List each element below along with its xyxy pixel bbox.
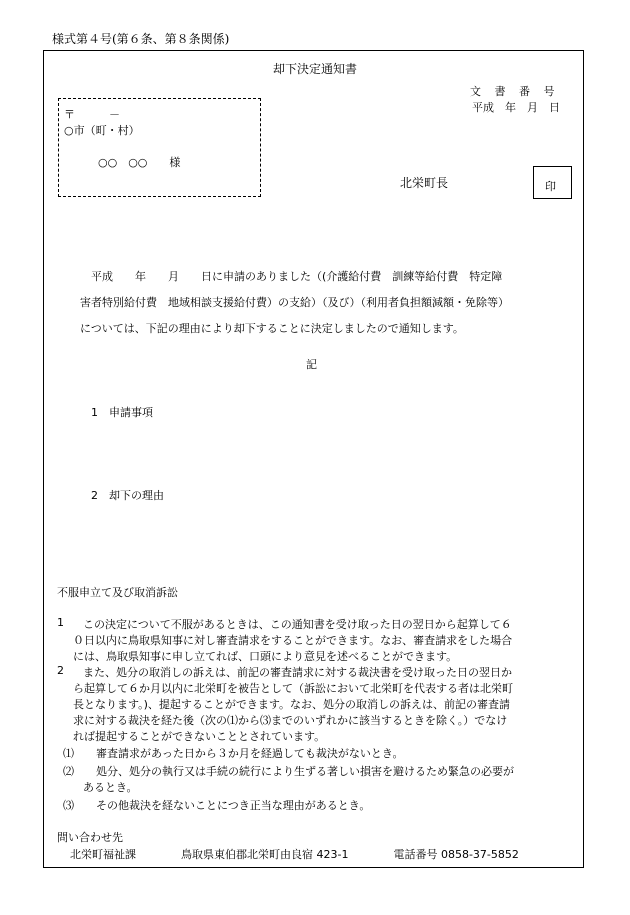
document-title: 却下決定通知書 (272, 62, 357, 76)
appeal-number: 2 (57, 664, 64, 677)
body-line: については、下記の理由により却下することに決定しましたので通知します。 (80, 322, 464, 335)
postal-dash: － (109, 108, 120, 121)
appeal-number: ⑶ (63, 799, 74, 812)
appeal-number: ⑴ (63, 747, 74, 760)
appeal-line: ０日以内に鳥取県知事に対し審査請求をすることができます。なお、審査請求をした場合 (73, 634, 513, 647)
appeal-line: また、処分の取消しの訴えは、前記の審査請求に対する裁決書を受け取った日の翌日か (83, 666, 512, 679)
body-line: 害者特別給付費 地域相談支援給付費）の支給）（及び）（利用者負担額減額・免除等） (80, 296, 509, 309)
appeal-line: には、鳥取県知事に申し立てれば、口頭により意見を述べることができます。 (73, 650, 458, 663)
form-number-label: 様式第４号(第６条、第８条関係) (52, 32, 230, 46)
document-date-label: 平成 年 月 日 (472, 101, 560, 114)
appeal-number: ⑵ (63, 765, 74, 778)
document-number-label: 文書番号 (470, 85, 568, 98)
postal-mark: 〒 (64, 108, 75, 121)
sender-name: 北栄町長 (400, 176, 449, 190)
contact-title: 問い合わせ先 (57, 831, 123, 844)
contact-info (70, 846, 519, 862)
recipient-postal-code (64, 106, 120, 122)
contact-phone: 電話番号 0858-37-5852 (393, 848, 519, 861)
appeal-number: 1 (57, 616, 64, 629)
contact-address: 鳥取県東伯郡北栄町由良宿 423-1 (181, 848, 349, 861)
seal-char: 印 (545, 180, 556, 193)
appeal-line: ら起算して６か月以内に北栄町を被告として（訴訟において北栄町を代表する者は北栄町 (73, 682, 513, 695)
appeal-line: あるとき。 (83, 781, 138, 794)
appeal-line: 処分、処分の執行又は手続の続行により生ずる著しい損害を避けるため緊急の必要が (96, 765, 514, 778)
body-line: 平成 年 月 日に申請のありました（(介護給付費 訓練等給付費 特定障 (80, 270, 503, 283)
appeal-line: 審査請求があった日から３か月を経過しても裁決がないとき。 (96, 747, 404, 760)
appeal-line: 長となります。)、提起することができます。なお、処分の取消しの訴えは、前記の審査請 (73, 698, 511, 711)
item-application: 1 申請事項 (91, 406, 153, 419)
appeal-section-title: 不服申立て及び取消訴訟 (57, 586, 178, 599)
ki-heading: 記 (306, 358, 317, 371)
contact-department: 北栄町福祉課 (70, 848, 136, 861)
item-reason: 2 却下の理由 (91, 489, 164, 502)
recipient-city: ○市（町・村） (64, 124, 140, 137)
recipient-name: ○○ ○○ 様 (98, 156, 181, 169)
appeal-line: その他裁決を経ないことにつき正当な理由があるとき。 (96, 799, 371, 812)
appeal-line: れば提起することができないこととされています。 (73, 730, 326, 743)
appeal-line: この決定について不服があるときは、この通知書を受け取った日の翌日から起算して６ (83, 618, 512, 631)
appeal-line: 求に対する裁決を経た後（次の⑴から⑶までのいずれかに該当するときを除く。）でなけ (73, 714, 508, 727)
